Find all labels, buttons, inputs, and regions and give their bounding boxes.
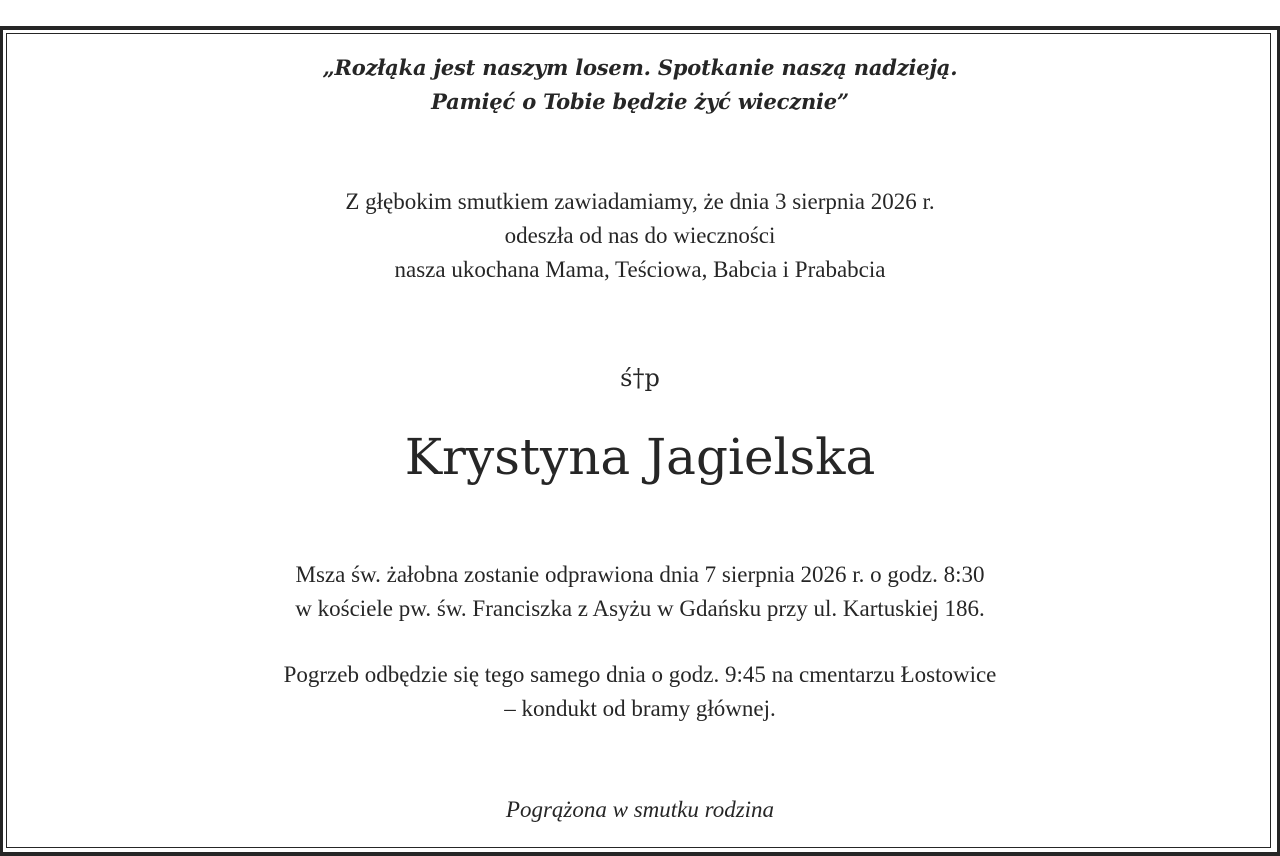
funeral-line-1: Pogrzeb odbędzie się tego samego dnia o godz. 9:45 na cmentarzu Łostowice <box>283 662 997 687</box>
announcement-line-2: odeszła od nas do wieczności <box>504 223 776 248</box>
quote-line-2: Pamięć o Tobie będzie żyć wiecznie” <box>431 89 849 114</box>
deceased-name: Krystyna Jagielska <box>404 428 876 486</box>
mass-line-2: w kościele pw. św. Franciszka z Asyżu w Gdańsku przy ul. Kartuskiej 186. <box>295 596 985 621</box>
honorific-stp: ś†p <box>620 364 660 392</box>
mass-line-1: Msza św. żałobna zostanie odprawiona dnia 7 sierpnia 2026 r. o godz. 8:30 <box>295 562 985 587</box>
funeral-line-2: – kondukt od bramy głównej. <box>504 696 776 721</box>
announcement-line-1: Z głębokim smutkiem zawiadamiamy, że dnia 3 sierpnia 2026 r. <box>345 189 935 214</box>
signature: Pogrążona w smutku rodzina <box>505 797 775 822</box>
announcement-line-3: nasza ukochana Mama, Teściowa, Babcia i Prababcia <box>394 257 886 282</box>
quote-line-1: „Rozłąka jest naszym losem. Spotkanie naszą nadzieją. <box>322 55 958 80</box>
